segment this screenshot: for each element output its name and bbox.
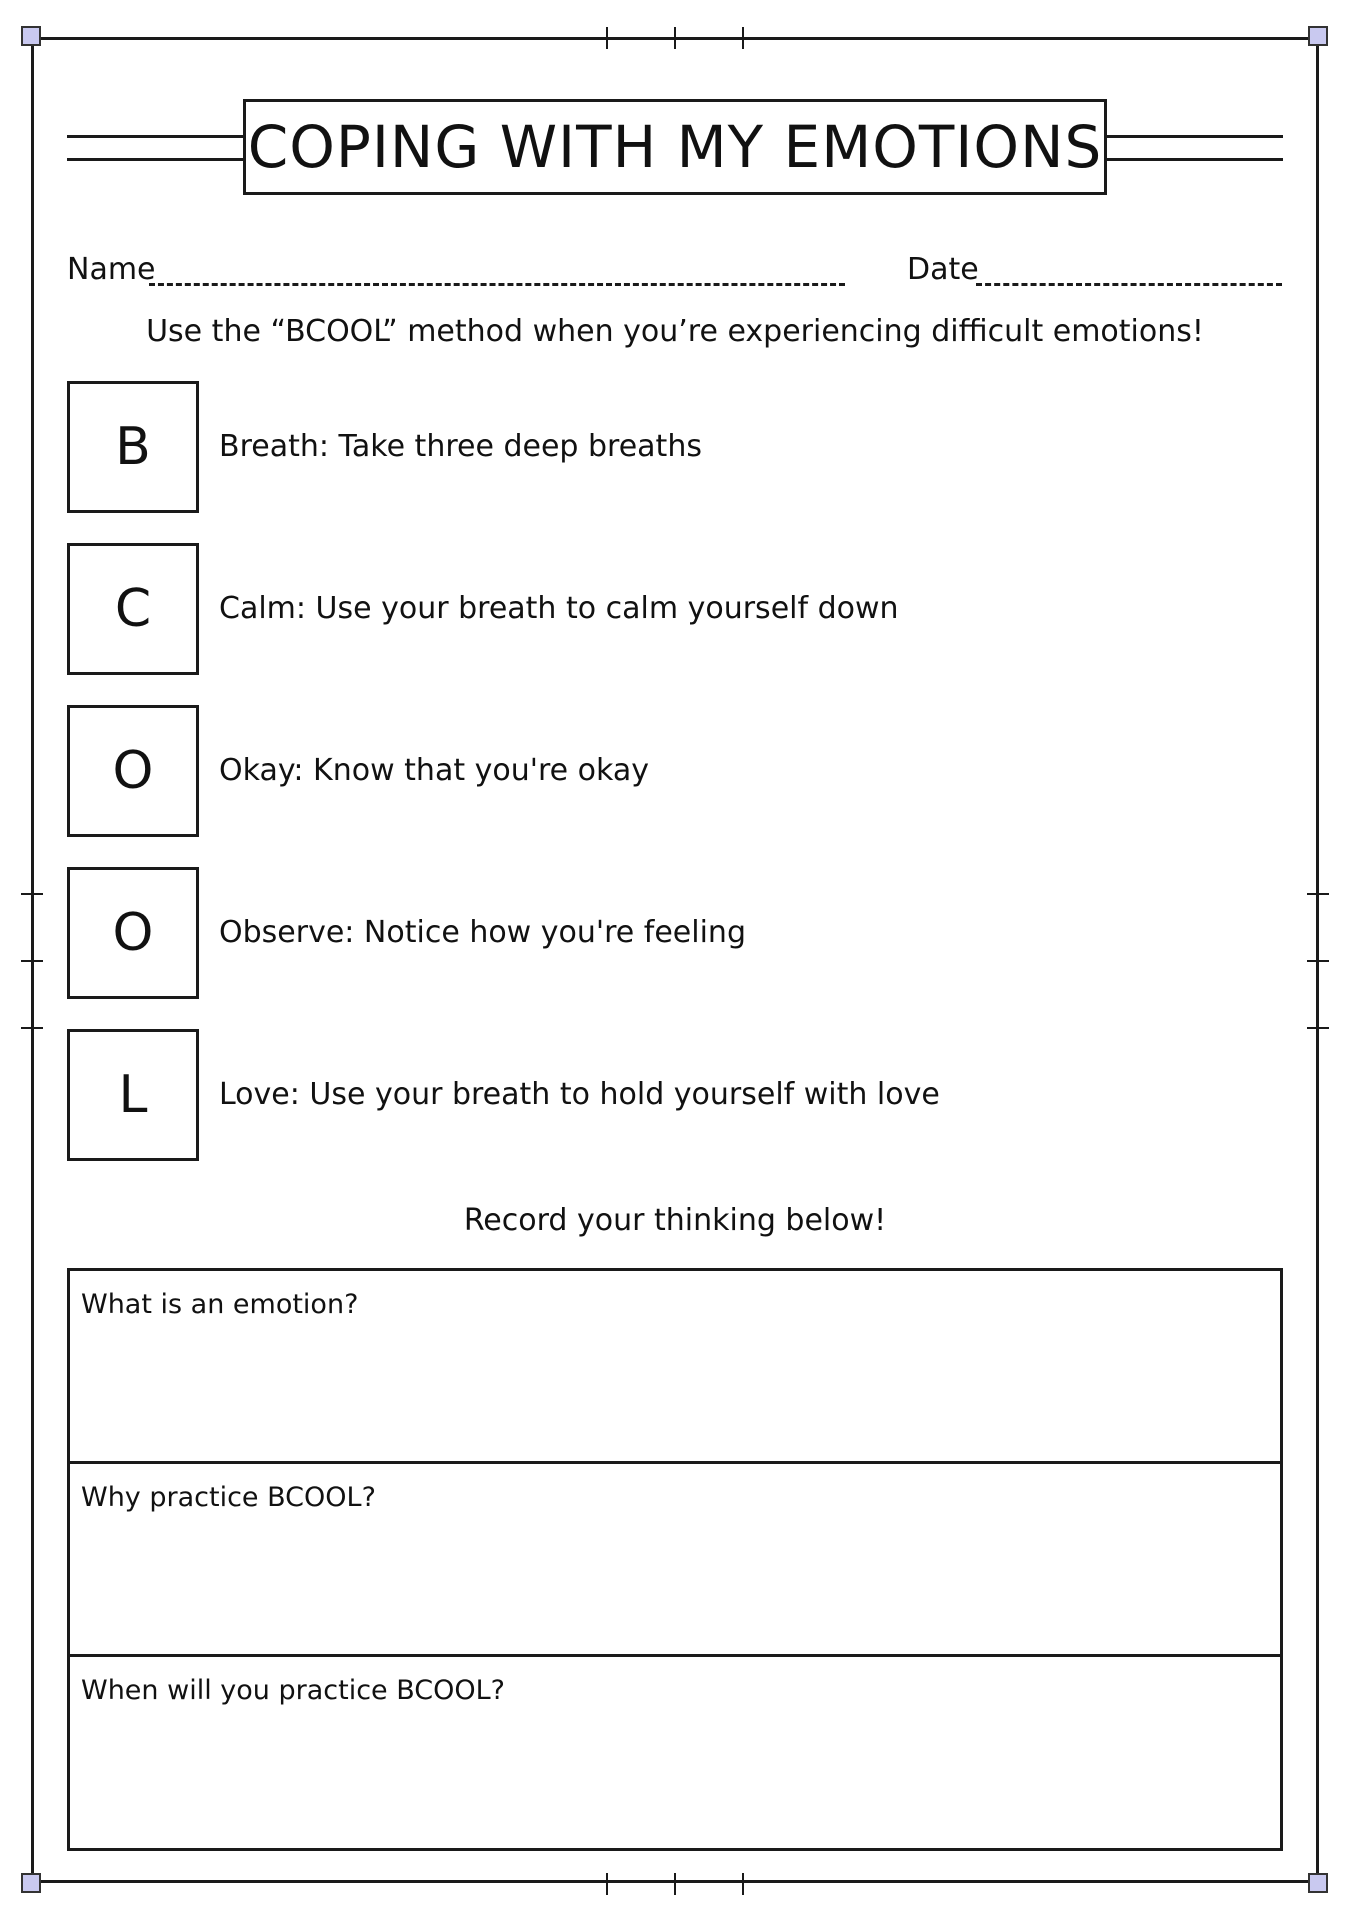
- date-label: Date: [907, 252, 979, 287]
- step-text-breath: Breath: Take three deep breaths: [219, 429, 702, 464]
- corner-square-top-left: [21, 26, 41, 46]
- date-field[interactable]: [976, 283, 1282, 286]
- letter-box-o: O: [67, 705, 199, 837]
- question-label: When will you practice BCOOL?: [81, 1675, 506, 1706]
- step-text-observe: Observe: Notice how you're feeling: [219, 915, 746, 950]
- letter-box-l: L: [67, 1029, 199, 1161]
- border-tick: [1307, 1027, 1329, 1029]
- title-rule: [67, 135, 243, 138]
- border-tick: [1307, 893, 1329, 895]
- border-tick: [606, 1873, 608, 1895]
- border-tick: [606, 27, 608, 49]
- border-tick: [742, 27, 744, 49]
- name-label: Name: [67, 252, 156, 287]
- title-rule: [1107, 135, 1283, 138]
- question-row[interactable]: [70, 1464, 1280, 1657]
- record-heading: Record your thinking below!: [463, 1203, 887, 1238]
- record-table: [67, 1268, 1283, 1851]
- letter-box-b: B: [67, 381, 199, 513]
- letter-box-c: C: [67, 543, 199, 675]
- title-rule: [1107, 158, 1283, 161]
- corner-square-bottom-right: [1308, 1873, 1328, 1893]
- step-text-okay: Okay: Know that you're okay: [219, 753, 650, 788]
- question-row[interactable]: [70, 1271, 1280, 1464]
- border-tick: [674, 27, 676, 49]
- step-text-calm: Calm: Use your breath to calm yourself down: [219, 591, 899, 626]
- title-rule: [67, 158, 243, 161]
- border-tick: [742, 1873, 744, 1895]
- border-tick: [21, 960, 43, 962]
- question-label: Why practice BCOOL?: [81, 1482, 376, 1513]
- question-label: What is an emotion?: [81, 1289, 359, 1320]
- question-row[interactable]: [70, 1657, 1280, 1848]
- page-title: COPING WITH MY EMOTIONS: [243, 99, 1107, 195]
- step-text-love: Love: Use your breath to hold yourself with love: [219, 1077, 940, 1112]
- border-tick: [1307, 960, 1329, 962]
- border-tick: [21, 1027, 43, 1029]
- name-field[interactable]: [149, 283, 845, 286]
- letter-box-o: O: [67, 867, 199, 999]
- border-tick: [674, 1873, 676, 1895]
- border-tick: [21, 893, 43, 895]
- corner-square-top-right: [1308, 26, 1328, 46]
- instruction-text: Use the “BCOOL” method when you’re experiencing difficult emotions!: [146, 314, 1204, 349]
- corner-square-bottom-left: [21, 1873, 41, 1893]
